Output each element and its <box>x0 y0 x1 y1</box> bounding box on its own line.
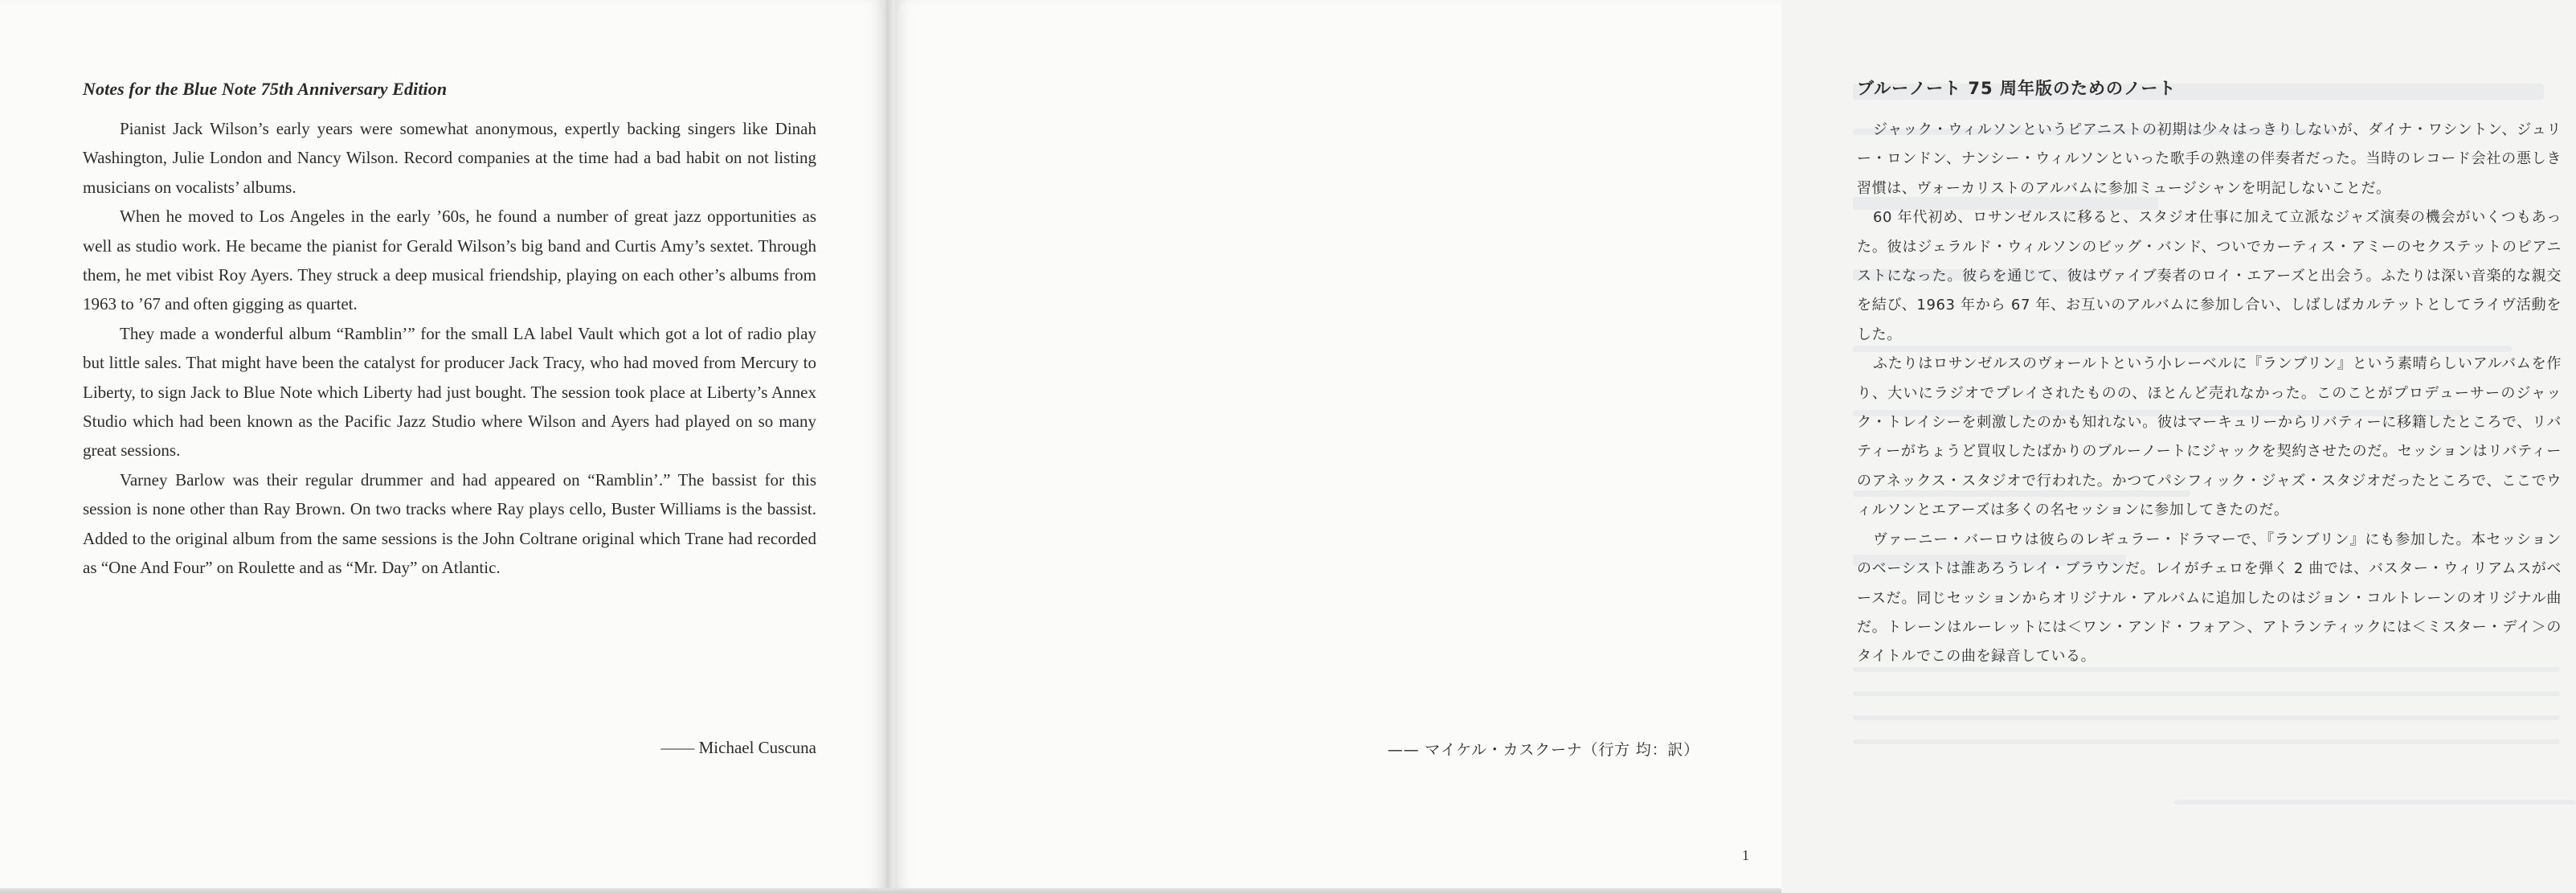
ghost-line <box>1853 691 2560 696</box>
english-paragraph: They made a wonderful album “Ramblin’” for the small LA label Vault which got a lot of radio play but little sales. That might have been the catalyst for producer Jack Tracy, who had moved from Mercury to Liberty, to sign Jack to Blue Note which Liberty had just bought. The session took place at Liberty’s Annex Studio which had been known as the Pacific Jazz Studio where Wilson and Ayers had played on so many great sessions. <box>83 323 816 461</box>
english-paragraph: When he moved to Los Angeles in the early ’60s, he found a number of great jazz opportunities as well as studio work. He became the pianist for Gerald Wilson’s big band and Curtis Amy’s sextet. Through them, he met vibist Roy Ayers. They struck a deep musical friendship, playing on each other’s albums from 1963 to ’67 and often gigging as quartet. <box>83 207 816 314</box>
japanese-liner-notes <box>1857 76 2562 672</box>
english-paragraph: Varney Barlow was their regular drummer and had appeared on “Ramblin’.” The bassist for this session is none other than Ray Brown. On two tracks where Ray plays cello, Buster Williams is the bassist. Added to the original album from the same sessions is the John Coltrane original which Trane had recorded as “One And Four” on Roulette and as “Mr. Day” on Atlantic. <box>83 469 816 578</box>
japanese-paragraph: ふたりはロサンゼルスのヴォールトという小レーベルに『ランブリン』という素晴らしいアルバムを作り、大いにラジオでプレイされたものの、ほとんど売れなかった。このことがプロデューサーのジャック・トレイシーを刺激したのかも知れない。彼はマーキュリーからリバティーに移籍したところで、リバティーがちょうど買収したばかりのブルーノートにジャックを契約させたのだ。セッションはリバティーのアネックス・スタジオで行われた。かつてパシフィック・ジャズ・スタジオだったところで、ここでウィルソンとエアーズは多くの名セッションに参加してきたのだ。 <box>1857 355 2562 519</box>
ghost-line <box>1853 715 2560 720</box>
english-notes-title: Notes for the Blue Note 75th Anniversary Edition <box>83 79 448 99</box>
japanese-paragraph: ヴァーニー・バーロウは彼らのレギュラー・ドラマーで、『ランブリン』にも参加した。本セッションのベーシストは誰あろうレイ・ブラウンだ。レイがチェロを弾く 2 曲では、バスター・ウィリアムスがベースだ。同じセッションからオリジナル・アルバムに追加したのはジョン・コルトレーンのオリジナル曲だ。トレーンはルーレットには＜ワン・アンド・フォア＞、アトランティックには＜ミスター・デイ＞のタイトルでこの曲を録音している。 <box>1857 530 2562 666</box>
english-liner-notes <box>83 79 816 583</box>
right-page <box>892 0 2562 893</box>
left-page <box>0 0 887 893</box>
ghost-line <box>1853 739 2560 744</box>
english-paragraph: Pianist Jack Wilson’s early years were somewhat anonymous, expertly backing singers like Dinah Washington, Julie London and Nancy Wilson. Record companies at the time had a bad habit on not listing musicians on vocalists’ albums. <box>83 119 816 197</box>
ghost-line <box>2174 800 2576 805</box>
japanese-paragraph: 60 年代初め、ロサンゼルスに移ると、スタジオ仕事に加えて立派なジャズ演奏の機会がいくつもあった。彼はジェラルド・ウィルソンのビッグ・バンド、ついでカーティス・アミーのセクステットのピアニストになった。彼らを通じて、彼はヴァイブ奏者のロイ・エアーズと出会う。ふたりは深い音楽的な親交を結び、1963 年から 67 年、お互いのアルバムに参加し合い、しばしばカルテットとしてライヴ活動をした。 <box>1857 209 2562 343</box>
japanese-notes-title: ブルーノート 75 周年版のためのノート <box>1857 79 2177 98</box>
japanese-signature: —— マイケル・カスクーナ（行方 均：訳） <box>1387 741 1699 759</box>
page-number: 1 <box>1742 847 1749 863</box>
page-bottom-edge <box>0 888 1781 893</box>
book-gutter <box>882 0 895 893</box>
english-signature: —— Michael Cuscuna <box>660 738 816 757</box>
japanese-paragraph: ジャック・ウィルソンというピアニストの初期は少々はっきりしないが、ダイナ・ワシントン、ジュリー・ロンドン、ナンシー・ウィルソンといった歌手の熟達の伴奏者だった。当時のレコード会社の悪しき習慣は、ヴォーカリストのアルバムに参加ミュージシャンを明記しないことだ。 <box>1857 121 2562 197</box>
